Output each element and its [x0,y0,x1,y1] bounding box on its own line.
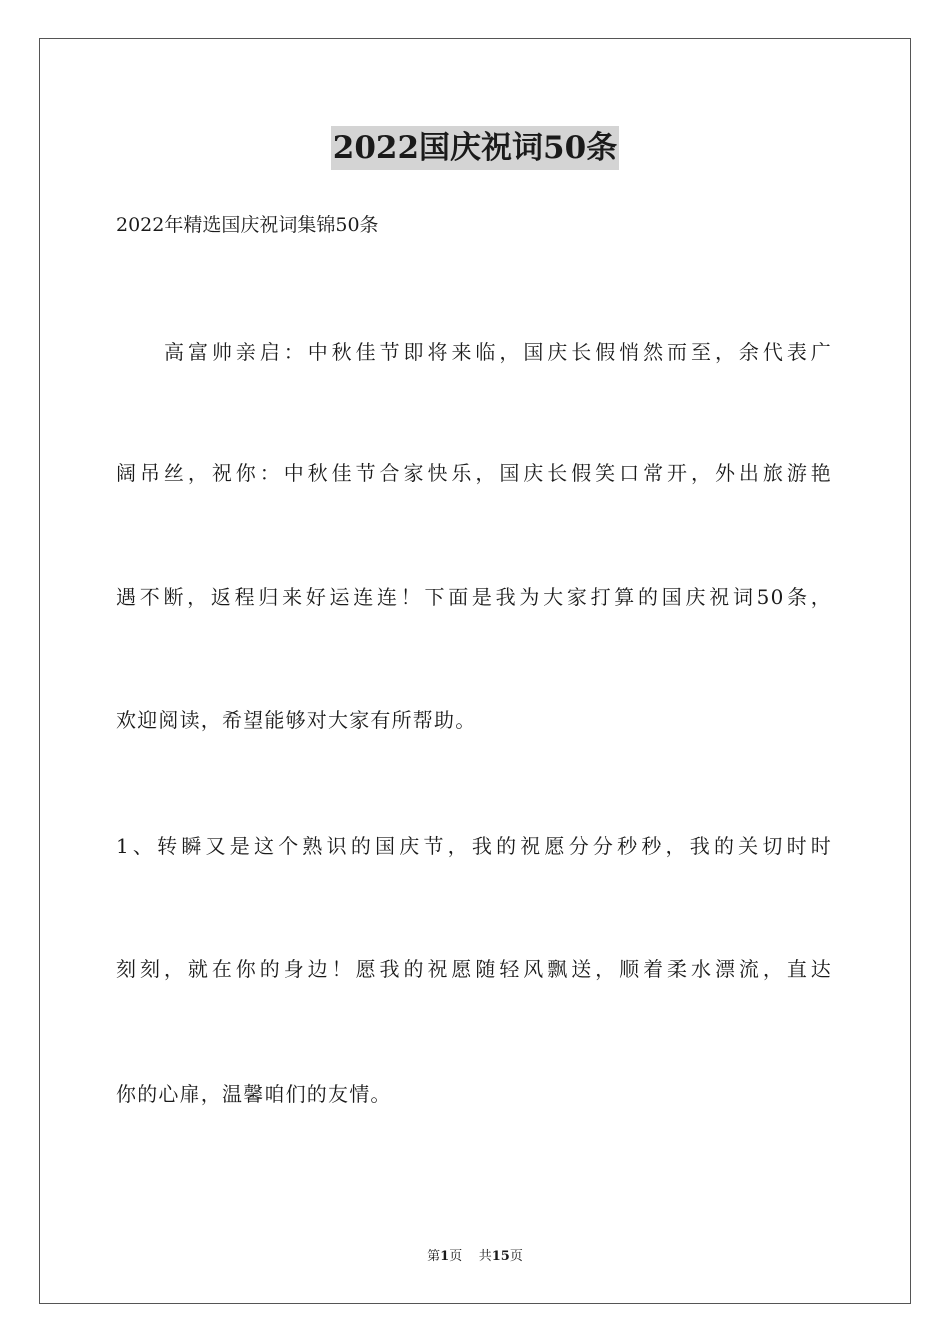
paragraph-line-1: 高富帅亲启：中秋佳节即将来临，国庆长假悄然而至，余代表广 [164,340,832,364]
footer-total-prefix: 共 [478,1249,492,1264]
paragraph-line-3: 遇不断，返程归来好运连连！下面是我为大家打算的国庆祝词50条， [116,585,832,609]
footer-page-number: 1 [440,1249,450,1264]
list-item-line-2: 刻刻，就在你的身边！愿我的祝愿随轻风飘送，顺着柔水漂流，直达 [116,957,832,981]
list-item-line-1: 1、转瞬又是这个熟识的国庆节，我的祝愿分分秒秒，我的关切时时 [116,834,832,858]
document-subtitle: 2022年精选国庆祝词集锦50条 [116,214,379,236]
paragraph-line-2: 阔吊丝，祝你：中秋佳节合家快乐，国庆长假笑口常开，外出旅游艳 [116,461,832,485]
title-container [0,126,950,170]
page-footer [0,1248,950,1266]
paragraph-line-4: 欢迎阅读，希望能够对大家有所帮助。 [116,708,477,732]
footer-total-suffix: 页 [509,1249,523,1264]
footer-page-prefix: 第 [427,1249,441,1264]
list-item-line-3: 你的心扉，温馨咱们的友情。 [116,1082,392,1106]
footer-page-suffix: 页 [449,1249,463,1264]
document-title: 2022国庆祝词50条 [331,126,619,170]
footer-total-pages: 15 [491,1249,510,1264]
